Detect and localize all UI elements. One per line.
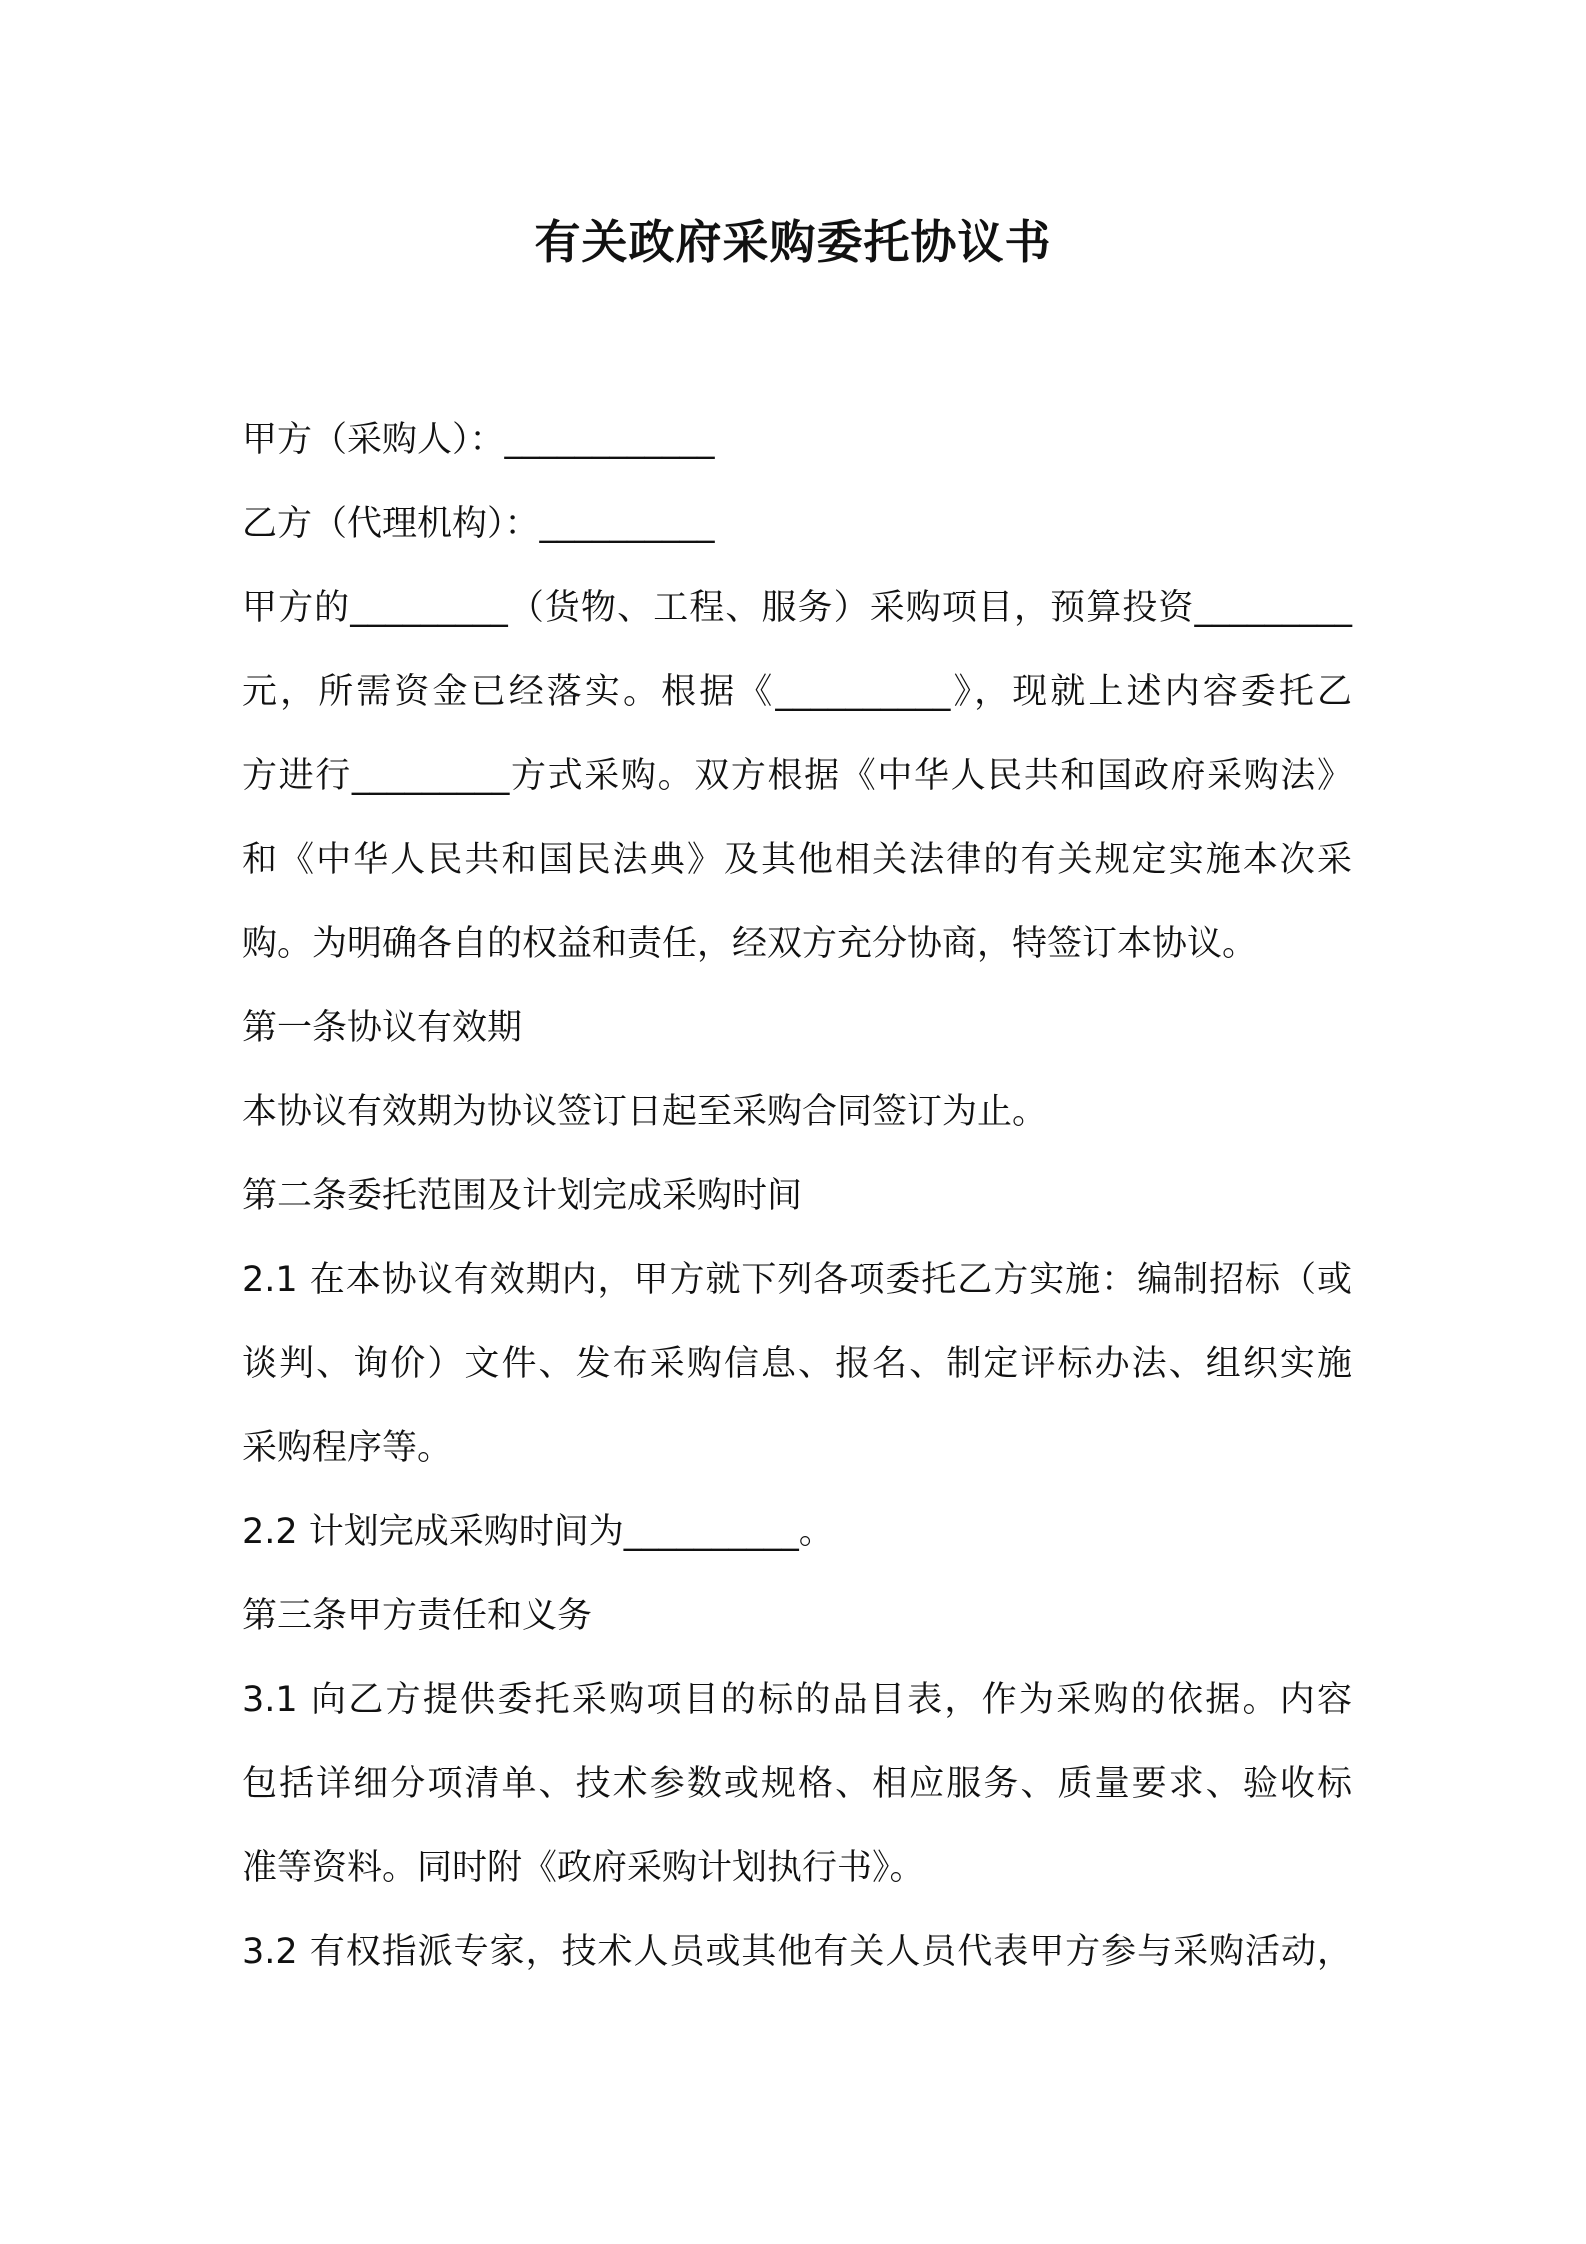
article-1-text: 本协议有效期为协议签订日起至采购合同签订为止。 (242, 1092, 1048, 1132)
clause-2-2: 2.2 计划完成采购时间为__________。 (242, 1512, 834, 1552)
party-a-line: 甲方（采购人）：____________ (242, 420, 715, 460)
preamble-line-5: 购。为明确各自的权益和责任，经双方充分协商，特签订本协议。 (242, 924, 1258, 964)
clause-3-1-line-1: 3.1 向乙方提供委托采购项目的标的品目表，作为采购的依据。内容 (242, 1680, 1352, 1720)
clause-2-1-line-2: 谈判、询价）文件、发布采购信息、报名、制定评标办法、组织实施 (242, 1344, 1352, 1384)
article-1-heading: 第一条协议有效期 (242, 1008, 523, 1048)
article-3-heading: 第三条甲方责任和义务 (242, 1596, 593, 1636)
clause-2-1-line-3: 采购程序等。 (242, 1428, 453, 1468)
party-b-line: 乙方（代理机构）：__________ (242, 504, 715, 544)
preamble-line-3: 方进行_________方式采购。双方根据《中华人民共和国政府采购法》 (242, 756, 1352, 796)
article-2-heading: 第二条委托范围及计划完成采购时间 (242, 1176, 803, 1216)
document-body (242, 398, 1352, 1994)
preamble-line-2: 元，所需资金已经落实。根据《__________》，现就上述内容委托乙 (242, 672, 1352, 712)
preamble-line-1: 甲方的_________（货物、工程、服务）采购项目，预算投资_________ (242, 588, 1352, 628)
clause-3-1-line-2: 包括详细分项清单、技术参数或规格、相应服务、质量要求、验收标 (242, 1764, 1352, 1804)
document-title: 有关政府采购委托协议书 (534, 215, 1052, 269)
clause-3-1-line-3: 准等资料。同时附《政府采购计划执行书》。 (242, 1848, 925, 1888)
clause-3-2-line-1: 3.2 有权指派专家，技术人员或其他有关人员代表甲方参与采购活动， (242, 1932, 1352, 1972)
clause-2-1-line-1: 2.1 在本协议有效期内，甲方就下列各项委托乙方实施：编制招标（或 (242, 1260, 1352, 1300)
preamble-line-4: 和《中华人民共和国民法典》及其他相关法律的有关规定实施本次采 (242, 840, 1352, 880)
